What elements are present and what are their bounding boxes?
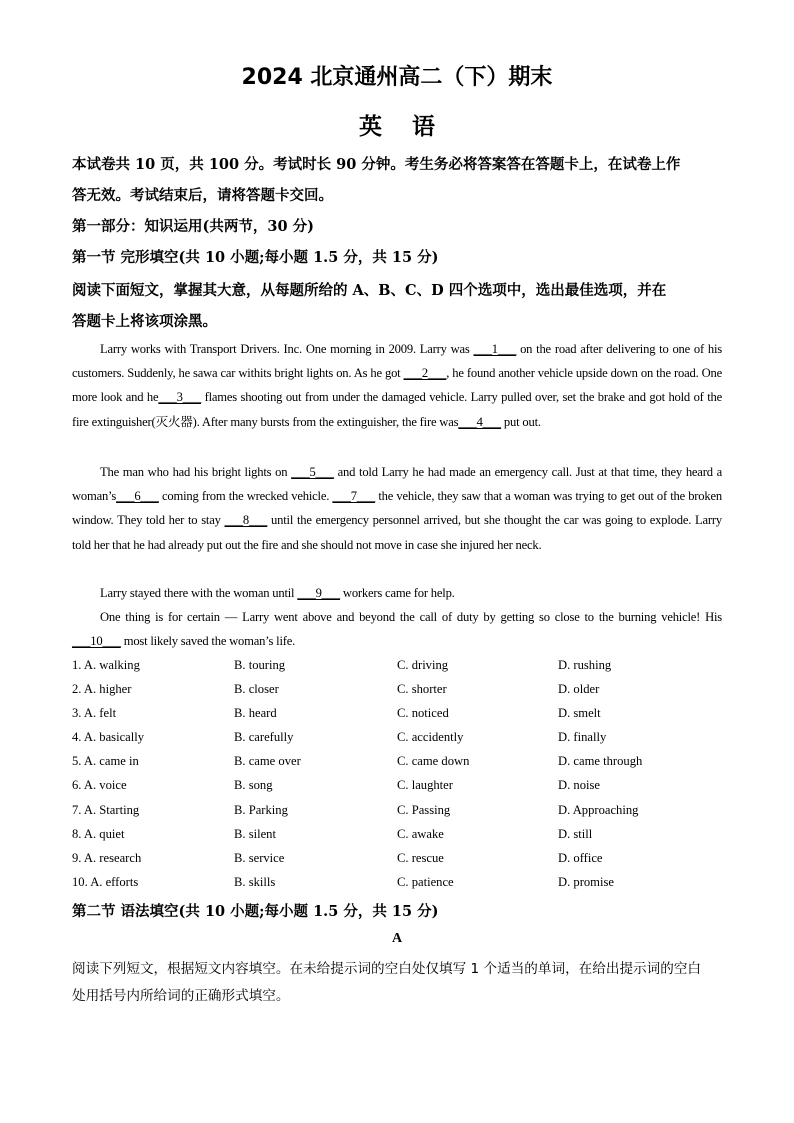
- section2-directions-line-1: 阅读下列短文，根据短文内容填空。在未给提示词的空白处仅填写 1 个适当的单词，在给出提示词的空白: [72, 961, 702, 977]
- section1-directions-line-2: 答题卡上将该项涂黑。: [72, 313, 217, 330]
- option-row-1: [72, 658, 722, 682]
- option-c: C. accidently: [397, 730, 464, 744]
- option-row-10: [72, 875, 722, 899]
- option-row-6: [72, 778, 722, 802]
- section1-heading: 第一节 完形填空(共 10 小题;每小题 1.5 分，共 15 分): [72, 249, 439, 266]
- option-row-9: [72, 851, 722, 875]
- option-b: B. silent: [234, 827, 276, 841]
- option-b: B. closer: [234, 682, 279, 696]
- passage-paragraph-2: The man who had his bright lights on ___5___ and told Larry he had made an emergency call. Just at that time, they heard a woman’s___6___ coming from the wrecked vehicle. ___7___ the vehicle, they saw that a woman was trying to get out of the broken window. They told her to stay ___8___ until the emergency personnel arrived, but she thought the car was going to explode. Larry told her that he had already put out the fire and she should not move in case she injured her neck.: [72, 460, 722, 557]
- option-row-7: [72, 803, 722, 827]
- section1-directions-line-1: 阅读下面短文，掌握其大意，从每题所给的 A、B、C、D 四个选项中，选出最佳选项，并在: [72, 282, 667, 299]
- option-d: D. came through: [558, 754, 643, 768]
- option-c: C. awake: [397, 827, 444, 841]
- option-d: D. still: [558, 827, 593, 841]
- section2-heading: 第二节 语法填空(共 10 小题;每小题 1.5 分，共 15 分): [72, 903, 439, 920]
- option-d: D. finally: [558, 730, 607, 744]
- option-d: D. rushing: [558, 658, 612, 672]
- option-c: C. rescue: [397, 851, 444, 865]
- section2-directions-line-2: 处用括号内所给词的正确形式填空。: [72, 988, 290, 1004]
- option-row-8: [72, 827, 722, 851]
- instructions-line-2: 答无效。考试结束后，请将答题卡交回。: [72, 187, 333, 204]
- option-a: 3. A. felt: [72, 706, 117, 720]
- option-a: 10. A. efforts: [72, 875, 139, 889]
- option-row-5: [72, 754, 722, 778]
- blank-3: ___3___: [158, 390, 202, 405]
- blank-10: ___10___: [72, 634, 121, 649]
- option-a: 4. A. basically: [72, 730, 145, 744]
- option-a: 6. A. voice: [72, 778, 127, 792]
- passage-paragraph-3: Larry stayed there with the woman until ___9___ workers came for help.: [72, 581, 722, 605]
- option-row-4: [72, 730, 722, 754]
- option-a: 7. A. Starting: [72, 803, 140, 817]
- option-a: 2. A. higher: [72, 682, 132, 696]
- blank-8: ___8___: [224, 513, 268, 528]
- option-b: B. song: [234, 778, 273, 792]
- option-d: D. smelt: [558, 706, 601, 720]
- blank-4: ___4___: [458, 414, 501, 429]
- section2-sub-heading: A: [391, 931, 403, 946]
- instructions-line-1: 本试卷共 10 页，共 100 分。考试时长 90 分钟。考生务必将答案答在答题卡上，在试卷上作: [72, 156, 681, 173]
- option-a: 8. A. quiet: [72, 827, 125, 841]
- option-d: D. noise: [558, 778, 600, 792]
- option-a: 9. A. research: [72, 851, 142, 865]
- option-b: B. service: [234, 851, 285, 865]
- option-c: C. shorter: [397, 682, 447, 696]
- option-b: B. Parking: [234, 803, 288, 817]
- option-a: 5. A. came in: [72, 754, 139, 768]
- option-c: C. noticed: [397, 706, 449, 720]
- option-d: D. promise: [558, 875, 614, 889]
- option-c: C. driving: [397, 658, 449, 672]
- option-b: B. skills: [234, 875, 276, 889]
- option-a: 1. A. walking: [72, 658, 140, 672]
- blank-6: ___6___: [116, 489, 159, 504]
- option-b: B. touring: [234, 658, 286, 672]
- blank-7: ___7___: [332, 489, 376, 504]
- blank-2: ___2___: [403, 366, 447, 381]
- part1-heading: 第一部分：知识运用(共两节，30 分): [72, 218, 314, 235]
- option-row-3: [72, 706, 722, 730]
- option-c: C. Passing: [397, 803, 451, 817]
- blank-5: ___5___: [291, 465, 334, 479]
- option-b: B. carefully: [234, 730, 294, 744]
- blank-1: ___1___: [473, 342, 517, 356]
- option-c: C. came down: [397, 754, 470, 768]
- passage-paragraph-1: Larry works with Transport Drivers. Inc. One morning in 2009. Larry was ___1___ on the road after delivering to one of his customers. Suddenly, he sawa car withits bright lights on. As he got ___2___, he found another vehicle upside down on the road. One more look and he___3___ flames shooting out from under the damaged vehicle. Larry pulled over, set the brake and got hold of the fire extinguisher(灭火器). After many bursts from the extinguisher, the fire was___4___ put out.: [72, 337, 722, 434]
- option-c: C. laughter: [397, 778, 453, 792]
- option-c: C. patience: [397, 875, 454, 889]
- blank-9: ___9___: [297, 586, 340, 600]
- exam-title: 2024 北京通州高二（下）期末: [241, 65, 553, 90]
- option-d: D. Approaching: [558, 803, 639, 817]
- option-b: B. came over: [234, 754, 301, 768]
- passage-paragraph-4: One thing is for certain — Larry went above and beyond the call of duty by getting so close to the burning vehicle! His ___10___ most likely saved the woman’s life.: [72, 605, 722, 653]
- subject-title: 英语: [359, 114, 465, 140]
- option-d: D. older: [558, 682, 600, 696]
- option-b: B. heard: [234, 706, 277, 720]
- option-d: D. office: [558, 851, 603, 865]
- option-row-2: [72, 682, 722, 706]
